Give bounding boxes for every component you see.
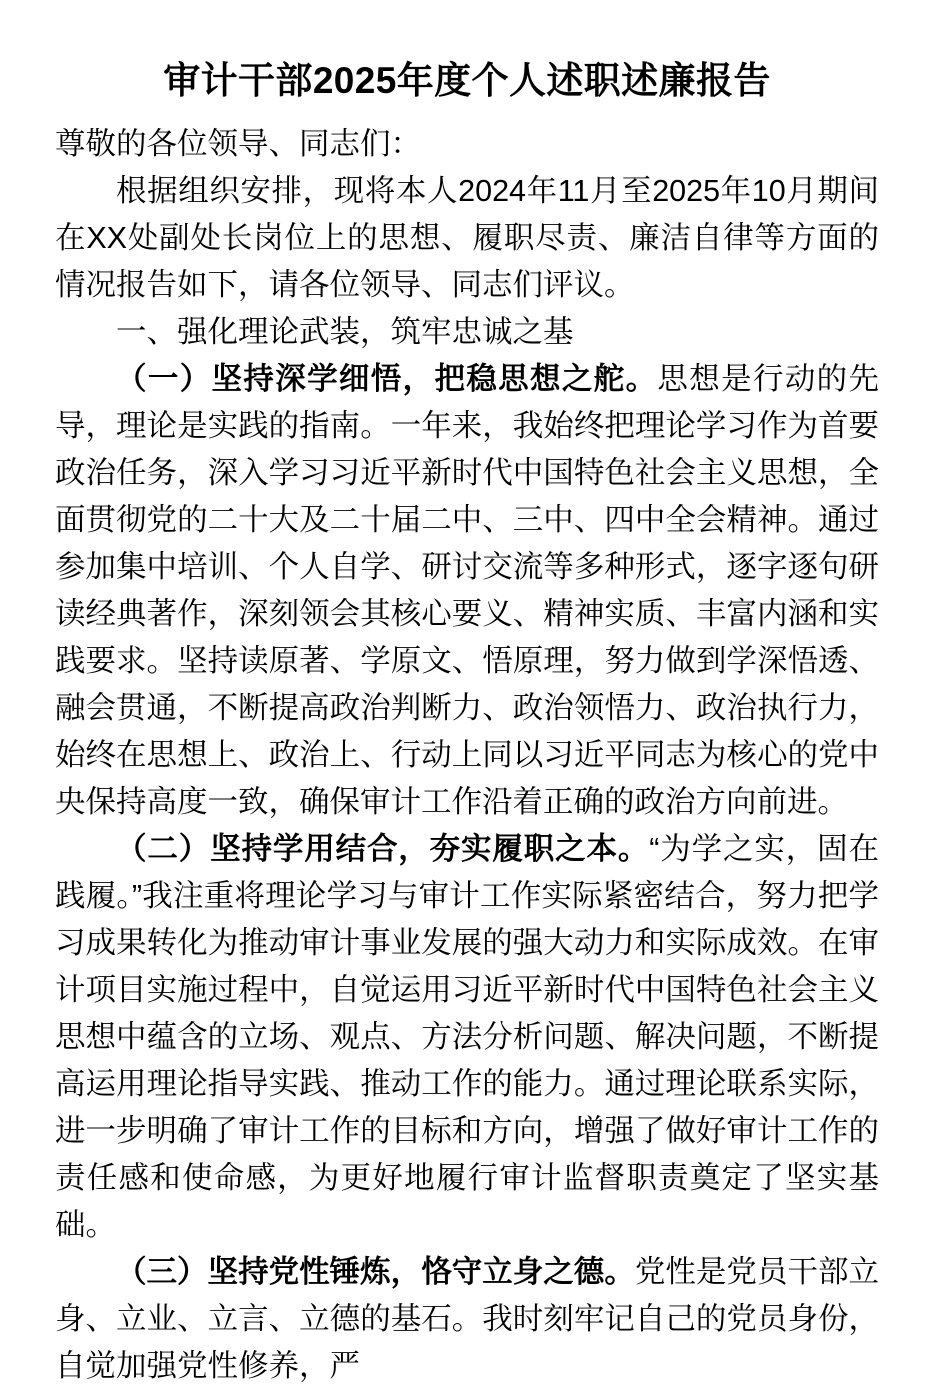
- salutation-line: 尊敬的各位领导、同志们：: [55, 127, 421, 161]
- section-heading-1: 一、强化理论武装，筑牢忠诚之基: [116, 315, 574, 349]
- page-title: 审计干部2025年度个人述职述廉报告: [163, 60, 771, 101]
- document-body: [55, 0, 879, 1390]
- subsection-paragraph-2: [55, 826, 879, 1249]
- subsection-paragraph-1: [55, 356, 879, 826]
- opening-paragraph: 根据组织安排，现将本人2024年11月至2025年10月期间在XX处副处长岗位上的思想、履职尽责、廉洁自律等方面的情况报告如下，请各位领导、同志们评议。: [55, 174, 879, 302]
- subsection-paragraph-3: [55, 1249, 879, 1390]
- subsection-body-1: 思想是行动的先导，理论是实践的指南。一年来，我始终把理论学习作为首要政治任务，深入学习习近平新时代中国特色社会主义思想，全面贯彻党的二十大及二十届二中、三中、四中全会精神。通过参加集中培训、个人自学、研讨交流等多种形式，逐字逐句研读经典著作，深刻领会其核心要义、精神实质、丰富内涵和实践要求。坚持读原著、学原文、悟原理，努力做到学深悟透、融会贯通，不断提高政治判断力、政治领悟力、政治执行力，始终在思想上、政治上、行动上同以习近平同志为核心的党中央保持高度一致，确保审计工作沿着正确的政治方向前进。: [55, 362, 880, 819]
- subsection-label-3: （三）坚持党性锤炼，恪守立身之德。: [116, 1255, 635, 1289]
- subsection-body-2: “为学之实，固在践履。”我注重将理论学习与审计工作实际紧密结合，努力把学习成果转化为推动审计事业发展的强大动力和实际成效。在审计项目实施过程中，自觉运用习近平新时代中国特色社会主义思想中蕴含的立场、观点、方法分析问题、解决问题，不断提高运用理论指导实践、推动工作的能力。通过理论联系实际，进一步明确了审计工作的目标和方向，增强了做好审计工作的责任感和使命感，为更好地履行审计监督职责奠定了坚实基础。: [55, 832, 879, 1242]
- subsection-label-2: （二）坚持学用结合，夯实履职之本。: [116, 832, 650, 866]
- subsection-body-3: 党性是党员干部立身、立业、立言、立德的基石。我时刻牢记自己的党员身份，自觉加强党性修养，严: [55, 1255, 880, 1383]
- subsection-label-1: （一）坚持深学细悟，把稳思想之舵。: [116, 362, 658, 396]
